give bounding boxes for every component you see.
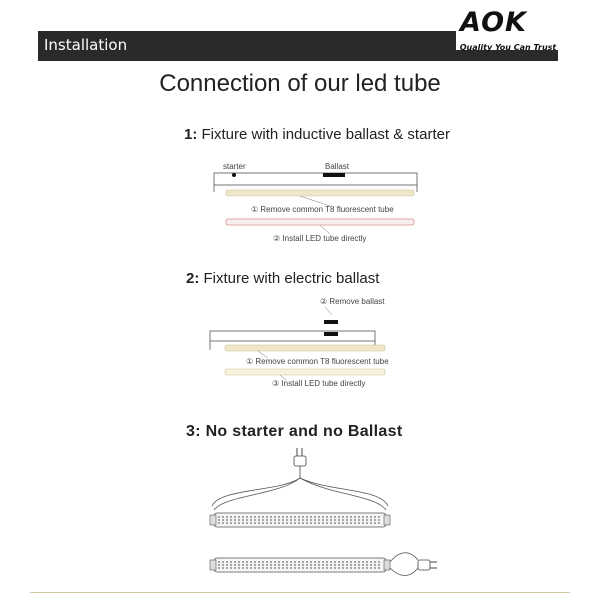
starter-label: starter	[223, 162, 246, 171]
fluorescent-tube-2	[225, 345, 385, 351]
electric-ballast-block-bottom	[324, 332, 338, 336]
section-1-number: 1:	[184, 126, 198, 143]
led-tube-3b	[210, 558, 390, 572]
page-title: Connection of our led tube	[159, 70, 441, 97]
led-tube-2	[225, 369, 385, 375]
starter-icon	[232, 173, 236, 177]
section-2-fixture-diagram	[210, 307, 385, 380]
power-plug-icon-top	[294, 448, 306, 478]
fixture-housing-2	[210, 331, 375, 341]
remove-ballast-label: ② Remove ballast	[320, 297, 385, 306]
section-1-step-1: ① Remove common T8 fluorescent tube	[251, 205, 394, 214]
section-2-number: 2:	[186, 270, 200, 287]
fixture-housing-1	[214, 173, 417, 185]
led-tube-3a	[210, 513, 390, 527]
section-3-wiring-diagram	[210, 448, 437, 576]
ballast-block	[323, 173, 345, 177]
header-section-label: Installation	[44, 36, 128, 54]
logo-text: AOK	[460, 7, 527, 38]
section-2-step-3: ③ Install LED tube directly	[272, 379, 366, 388]
section-1-step-2: ② Install LED tube directly	[273, 234, 367, 243]
section-2-step-1: ① Remove common T8 fluorescent tube	[246, 357, 389, 366]
section-1-fixture-diagram	[214, 173, 417, 234]
ballast-label: Ballast	[325, 162, 350, 171]
section-2-heading: Fixture with electric ballast	[203, 270, 380, 287]
section-3-number: 3:	[186, 423, 201, 440]
footer-divider	[30, 592, 570, 593]
fluorescent-tube-1	[226, 190, 414, 196]
led-tube-1	[226, 219, 414, 225]
power-plug-icon-side	[418, 560, 437, 570]
electric-ballast-block-top	[324, 320, 338, 324]
section-1-heading: Fixture with inductive ballast & starter	[201, 126, 450, 143]
section-3-heading: No starter and no Ballast	[205, 423, 403, 440]
logo-tagline: Quality You Can Trust	[459, 43, 557, 52]
